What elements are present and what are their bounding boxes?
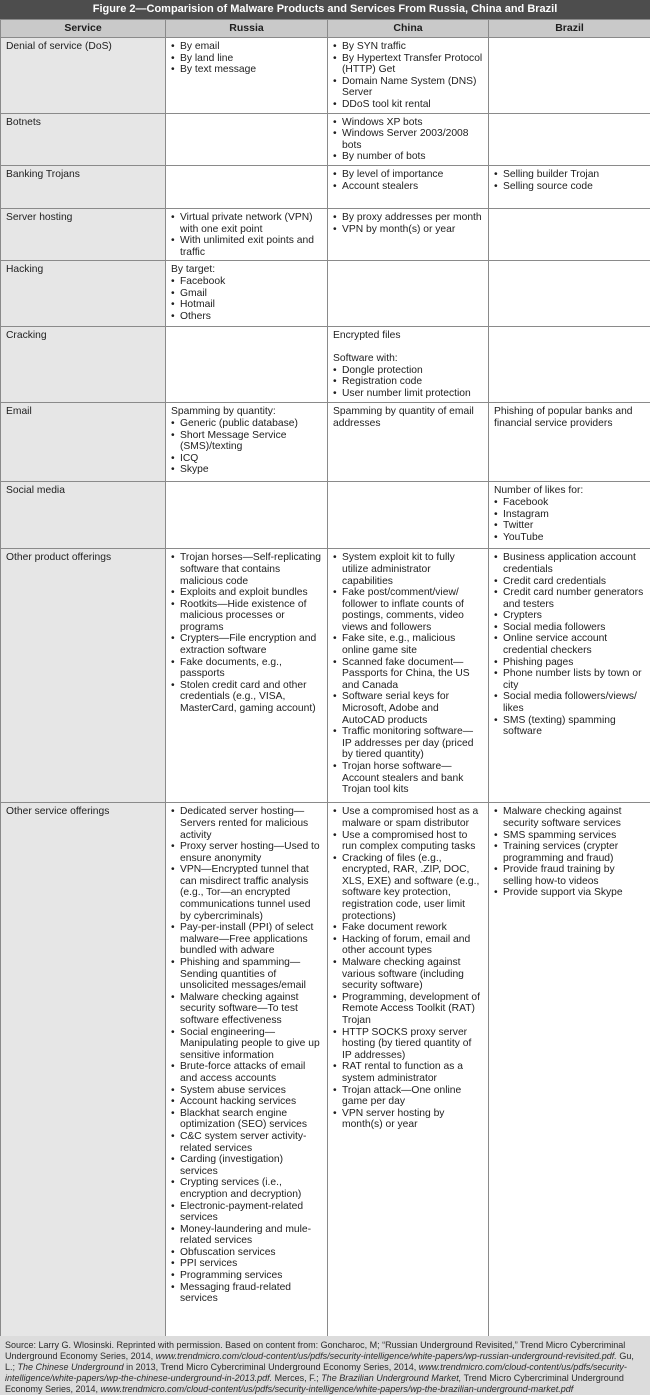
bullet-list	[494, 169, 645, 192]
list-item: • Stolen credit card and other credentials (e.g., VISA, MasterCard, gaming account)	[171, 680, 322, 715]
russia-cell	[166, 261, 328, 327]
header-brazil: Brazil	[489, 20, 650, 38]
list-item: • Others	[171, 311, 322, 323]
list-item: • Crypters	[494, 610, 645, 622]
list-item: • RAT rental to function as a system administrator	[333, 1061, 483, 1084]
list-item: • Dedicated server hosting— Servers rented for malicious activity	[171, 806, 322, 841]
brazil-cell	[489, 208, 650, 260]
list-item: • Account hacking services	[171, 1096, 322, 1108]
brazil-cell	[489, 327, 650, 403]
list-item: • Trojan horses—Self-replicating software that contains malicious code	[171, 552, 322, 587]
russia-cell	[166, 549, 328, 803]
list-item: • Trojan horse software—Account stealers and bank Trojan tool kits	[333, 761, 483, 796]
source-text: Trend Micro Cybercriminal Underground Economy Series, 2014,	[5, 1373, 624, 1394]
list-item: • Selling builder Trojan	[494, 169, 645, 181]
brazil-cell	[489, 165, 650, 208]
bullet-list	[171, 552, 322, 714]
header-row	[1, 20, 650, 38]
list-item: • DDoS tool kit rental	[333, 99, 483, 111]
list-item: • Phone number lists by town or city	[494, 668, 645, 691]
list-item: • Twitter	[494, 520, 645, 532]
list-item: • Skype	[171, 464, 322, 476]
source-url: www.trendmicro.com/cloud-content/us/pdfs/security-intelligence/white-papers/wp-the-chinese-underground-in-2013.pdf.	[5, 1362, 627, 1383]
list-item: • Malware checking against security software services	[494, 806, 645, 829]
brazil-cell	[489, 803, 650, 1353]
list-item: • Fake documents, e.g., passports	[171, 657, 322, 680]
list-item: • By number of bots	[333, 151, 483, 163]
bullet-list	[333, 212, 483, 235]
cell-text: Spamming by quantity:	[171, 406, 322, 418]
list-item: • Short Message Service (SMS)/texting	[171, 430, 322, 453]
list-item: • Social media followers/views/ likes	[494, 691, 645, 714]
list-item: • Provide support via Skype	[494, 887, 645, 899]
russia-cell	[166, 327, 328, 403]
brazil-cell	[489, 113, 650, 165]
china-cell	[328, 113, 489, 165]
list-item: • Credit card number generators and testers	[494, 587, 645, 610]
list-item: • Provide fraud training by selling how-to videos	[494, 864, 645, 887]
cell-text: Software with:	[333, 353, 483, 365]
bullet-list	[333, 169, 483, 192]
header-service: Service	[1, 20, 166, 38]
table-row	[1, 482, 650, 549]
service-cell: Email	[1, 403, 166, 482]
brazil-cell	[489, 261, 650, 327]
china-cell	[328, 38, 489, 114]
list-item: • Use a compromised host as a malware or spam distributor	[333, 806, 483, 829]
cell-text: Encrypted files	[333, 330, 483, 342]
list-item: • Facebook	[494, 497, 645, 509]
bullet-list	[333, 806, 483, 1131]
list-item: • By level of importance	[333, 169, 483, 181]
china-cell	[328, 482, 489, 549]
list-item: • Messaging fraud-related services	[171, 1282, 322, 1305]
list-item: • Online service account credential checkers	[494, 633, 645, 656]
russia-cell	[166, 208, 328, 260]
service-cell: Social media	[1, 482, 166, 549]
list-item: • Gmail	[171, 288, 322, 300]
cell-text: Number of likes for:	[494, 485, 645, 497]
bullet-list	[333, 41, 483, 111]
list-item: • Carding (investigation) services	[171, 1154, 322, 1177]
source-text: Merces, F.;	[272, 1373, 321, 1383]
list-item: • Blackhat search engine optimization (SEO) services	[171, 1108, 322, 1131]
source-url: www.trendmicro.com/cloud-content/us/pdfs/security-intelligence/white-papers/wp-the-brazilian-underground-market.pdf	[101, 1384, 574, 1394]
china-cell	[328, 803, 489, 1353]
list-item: • User number limit protection	[333, 388, 483, 400]
brazil-cell	[489, 549, 650, 803]
list-item: • Hacking of forum, email and other account types	[333, 934, 483, 957]
table-row	[1, 261, 650, 327]
list-item: • Obfuscation services	[171, 1247, 322, 1259]
list-item: • C&C system server activity-related services	[171, 1131, 322, 1154]
list-item: • By text message	[171, 64, 322, 76]
list-item: • Credit card credentials	[494, 576, 645, 588]
table-body	[1, 38, 650, 1353]
source-note	[0, 1336, 650, 1392]
list-item: • Trojan attack—One online game per day	[333, 1085, 483, 1108]
list-item: • By email	[171, 41, 322, 53]
cell-text: Phishing of popular banks and financial service providers	[494, 406, 645, 429]
source-text: Gu, L.;	[5, 1351, 634, 1372]
service-cell: Hacking	[1, 261, 166, 327]
list-item: • By Hypertext Transfer Protocol (HTTP) Get	[333, 53, 483, 76]
russia-cell	[166, 803, 328, 1353]
list-item: • Scanned fake document— Passports for China, the US and Canada	[333, 657, 483, 692]
source-title: The Brazilian Underground Market,	[321, 1373, 461, 1383]
brazil-cell	[489, 403, 650, 482]
list-item: • Fake post/comment/view/ follower to inflate counts of postings, comments, video views and followers	[333, 587, 483, 633]
list-item: • Facebook	[171, 276, 322, 288]
list-item: • Programming, development of Remote Access Toolkit (RAT) Trojan	[333, 992, 483, 1027]
table-row	[1, 208, 650, 260]
cell-text: Spamming by quantity of email addresses	[333, 406, 483, 429]
bullet-list	[171, 41, 322, 76]
list-item: • Hotmail	[171, 299, 322, 311]
list-item: • Cracking of files (e.g., encrypted, RAR, .ZIP, DOC, XLS, EXE) and software (e.g., software key protection, registration code, user limit protections)	[333, 853, 483, 923]
list-item: • System abuse services	[171, 1085, 322, 1097]
table-row	[1, 403, 650, 482]
russia-cell	[166, 482, 328, 549]
list-item: • Fake document rework	[333, 922, 483, 934]
list-item: • Social engineering— Manipulating people to give up sensitive information	[171, 1027, 322, 1062]
list-item: • Fake site, e.g., malicious online game site	[333, 633, 483, 656]
header-china: China	[328, 20, 489, 38]
figure-title: Figure 2—Comparision of Malware Products and Services From Russia, China and Brazil	[0, 0, 650, 19]
list-item: • Malware checking against security software—To test software effectiveness	[171, 992, 322, 1027]
bullet-list	[333, 552, 483, 795]
list-item: • Pay-per-install (PPI) of select malware—Free applications bundled with adware	[171, 922, 322, 957]
service-cell: Server hosting	[1, 208, 166, 260]
service-cell: Cracking	[1, 327, 166, 403]
list-item: • By land line	[171, 53, 322, 65]
list-item: • By proxy addresses per month	[333, 212, 483, 224]
list-item: • PPI services	[171, 1258, 322, 1270]
list-item: • Use a compromised host to run complex computing tasks	[333, 830, 483, 853]
table-row	[1, 549, 650, 803]
china-cell	[328, 165, 489, 208]
list-item: • Social media followers	[494, 622, 645, 634]
list-item: • Money-laundering and mule-related services	[171, 1224, 322, 1247]
list-item: • Phishing and spamming— Sending quantities of unsolicited messages/email	[171, 957, 322, 992]
header-russia: Russia	[166, 20, 328, 38]
bullet-list	[494, 497, 645, 543]
service-cell: Denial of service (DoS)	[1, 38, 166, 114]
bullet-list	[171, 276, 322, 322]
list-item: • Domain Name System (DNS) Server	[333, 76, 483, 99]
china-cell	[328, 403, 489, 482]
list-item: • By SYN traffic	[333, 41, 483, 53]
list-item: • Instagram	[494, 509, 645, 521]
bullet-list	[494, 806, 645, 899]
china-cell	[328, 208, 489, 260]
russia-cell	[166, 165, 328, 208]
list-item: • Brute-force attacks of email and access accounts	[171, 1061, 322, 1084]
russia-cell	[166, 403, 328, 482]
source-text: in 2013, Trend Micro Cybercriminal Underground Economy Series, 2014,	[124, 1362, 419, 1372]
russia-cell	[166, 38, 328, 114]
list-item: • HTTP SOCKS proxy server hosting (by tiered quantity of IP addresses)	[333, 1027, 483, 1062]
list-item: • Training services (crypter programming and fraud)	[494, 841, 645, 864]
list-item: • Proxy server hosting—Used to ensure anonymity	[171, 841, 322, 864]
service-cell: Other product offerings	[1, 549, 166, 803]
list-item: • Windows XP bots	[333, 117, 483, 129]
comparison-table	[0, 19, 650, 1353]
list-item: • VPN—Encrypted tunnel that can misdirect traffic analysis (e.g., Tor—an encrypted communications tunnel used by cybercriminals)	[171, 864, 322, 922]
bullet-list	[333, 365, 483, 400]
list-item: • Crypting services (i.e., encryption and decryption)	[171, 1177, 322, 1200]
list-item: • Exploits and exploit bundles	[171, 587, 322, 599]
source-text: Source: Larry G. Wlosinski. Reprinted with permission. Based on content from: Goncharoc, M; “Russian Underground Revisited,” Trend Micro Cybercriminal Underground Economy Series, 2014,	[5, 1340, 625, 1361]
bullet-list	[333, 117, 483, 163]
list-item: • Account stealers	[333, 181, 483, 193]
list-item: • Electronic-payment-related services	[171, 1201, 322, 1224]
russia-cell	[166, 113, 328, 165]
service-cell: Other service offerings	[1, 803, 166, 1353]
list-item: • Registration code	[333, 376, 483, 388]
table-row	[1, 38, 650, 114]
list-item: • Dongle protection	[333, 365, 483, 377]
source-url: www.trendmicro.com/cloud-content/us/pdfs/security-intelligence/white-papers/wp-russian-underground-revisited.pdf.	[156, 1351, 617, 1361]
list-item: • Traffic monitoring software— IP addresses per day (priced by tiered quantity)	[333, 726, 483, 761]
list-item: • SMS spamming services	[494, 830, 645, 842]
table-row	[1, 803, 650, 1353]
list-item: • Business application account credentials	[494, 552, 645, 575]
list-item: • Programming services	[171, 1270, 322, 1282]
list-item: • Software serial keys for Microsoft, Adobe and AutoCAD products	[333, 691, 483, 726]
china-cell	[328, 327, 489, 403]
bullet-list	[171, 418, 322, 476]
list-item: • Crypters—File encryption and extraction software	[171, 633, 322, 656]
list-item: • Windows Server 2003/2008 bots	[333, 128, 483, 151]
service-cell: Banking Trojans	[1, 165, 166, 208]
bullet-list	[171, 806, 322, 1305]
cell-text: By target:	[171, 264, 322, 276]
source-title: The Chinese Underground	[18, 1362, 124, 1372]
list-item: • Rootkits—Hide existence of malicious processes or programs	[171, 599, 322, 634]
table-row	[1, 327, 650, 403]
list-item: • YouTube	[494, 532, 645, 544]
table-row	[1, 113, 650, 165]
list-item: • VPN by month(s) or year	[333, 224, 483, 236]
brazil-cell	[489, 482, 650, 549]
list-item: • ICQ	[171, 453, 322, 465]
list-item: • System exploit kit to fully utilize administrator capabilities	[333, 552, 483, 587]
service-cell: Botnets	[1, 113, 166, 165]
bullet-list	[494, 552, 645, 738]
list-item: • With unlimited exit points and traffic	[171, 235, 322, 258]
list-item: • Selling source code	[494, 181, 645, 193]
china-cell	[328, 549, 489, 803]
list-item: • Phishing pages	[494, 657, 645, 669]
list-item: • Generic (public database)	[171, 418, 322, 430]
brazil-cell	[489, 38, 650, 114]
list-item: • VPN server hosting by month(s) or year	[333, 1108, 483, 1131]
list-item: • SMS (texting) spamming software	[494, 715, 645, 738]
list-item: • Malware checking against various software (including security software)	[333, 957, 483, 992]
china-cell	[328, 261, 489, 327]
table-row	[1, 165, 650, 208]
list-item: • Virtual private network (VPN) with one exit point	[171, 212, 322, 235]
bullet-list	[171, 212, 322, 258]
